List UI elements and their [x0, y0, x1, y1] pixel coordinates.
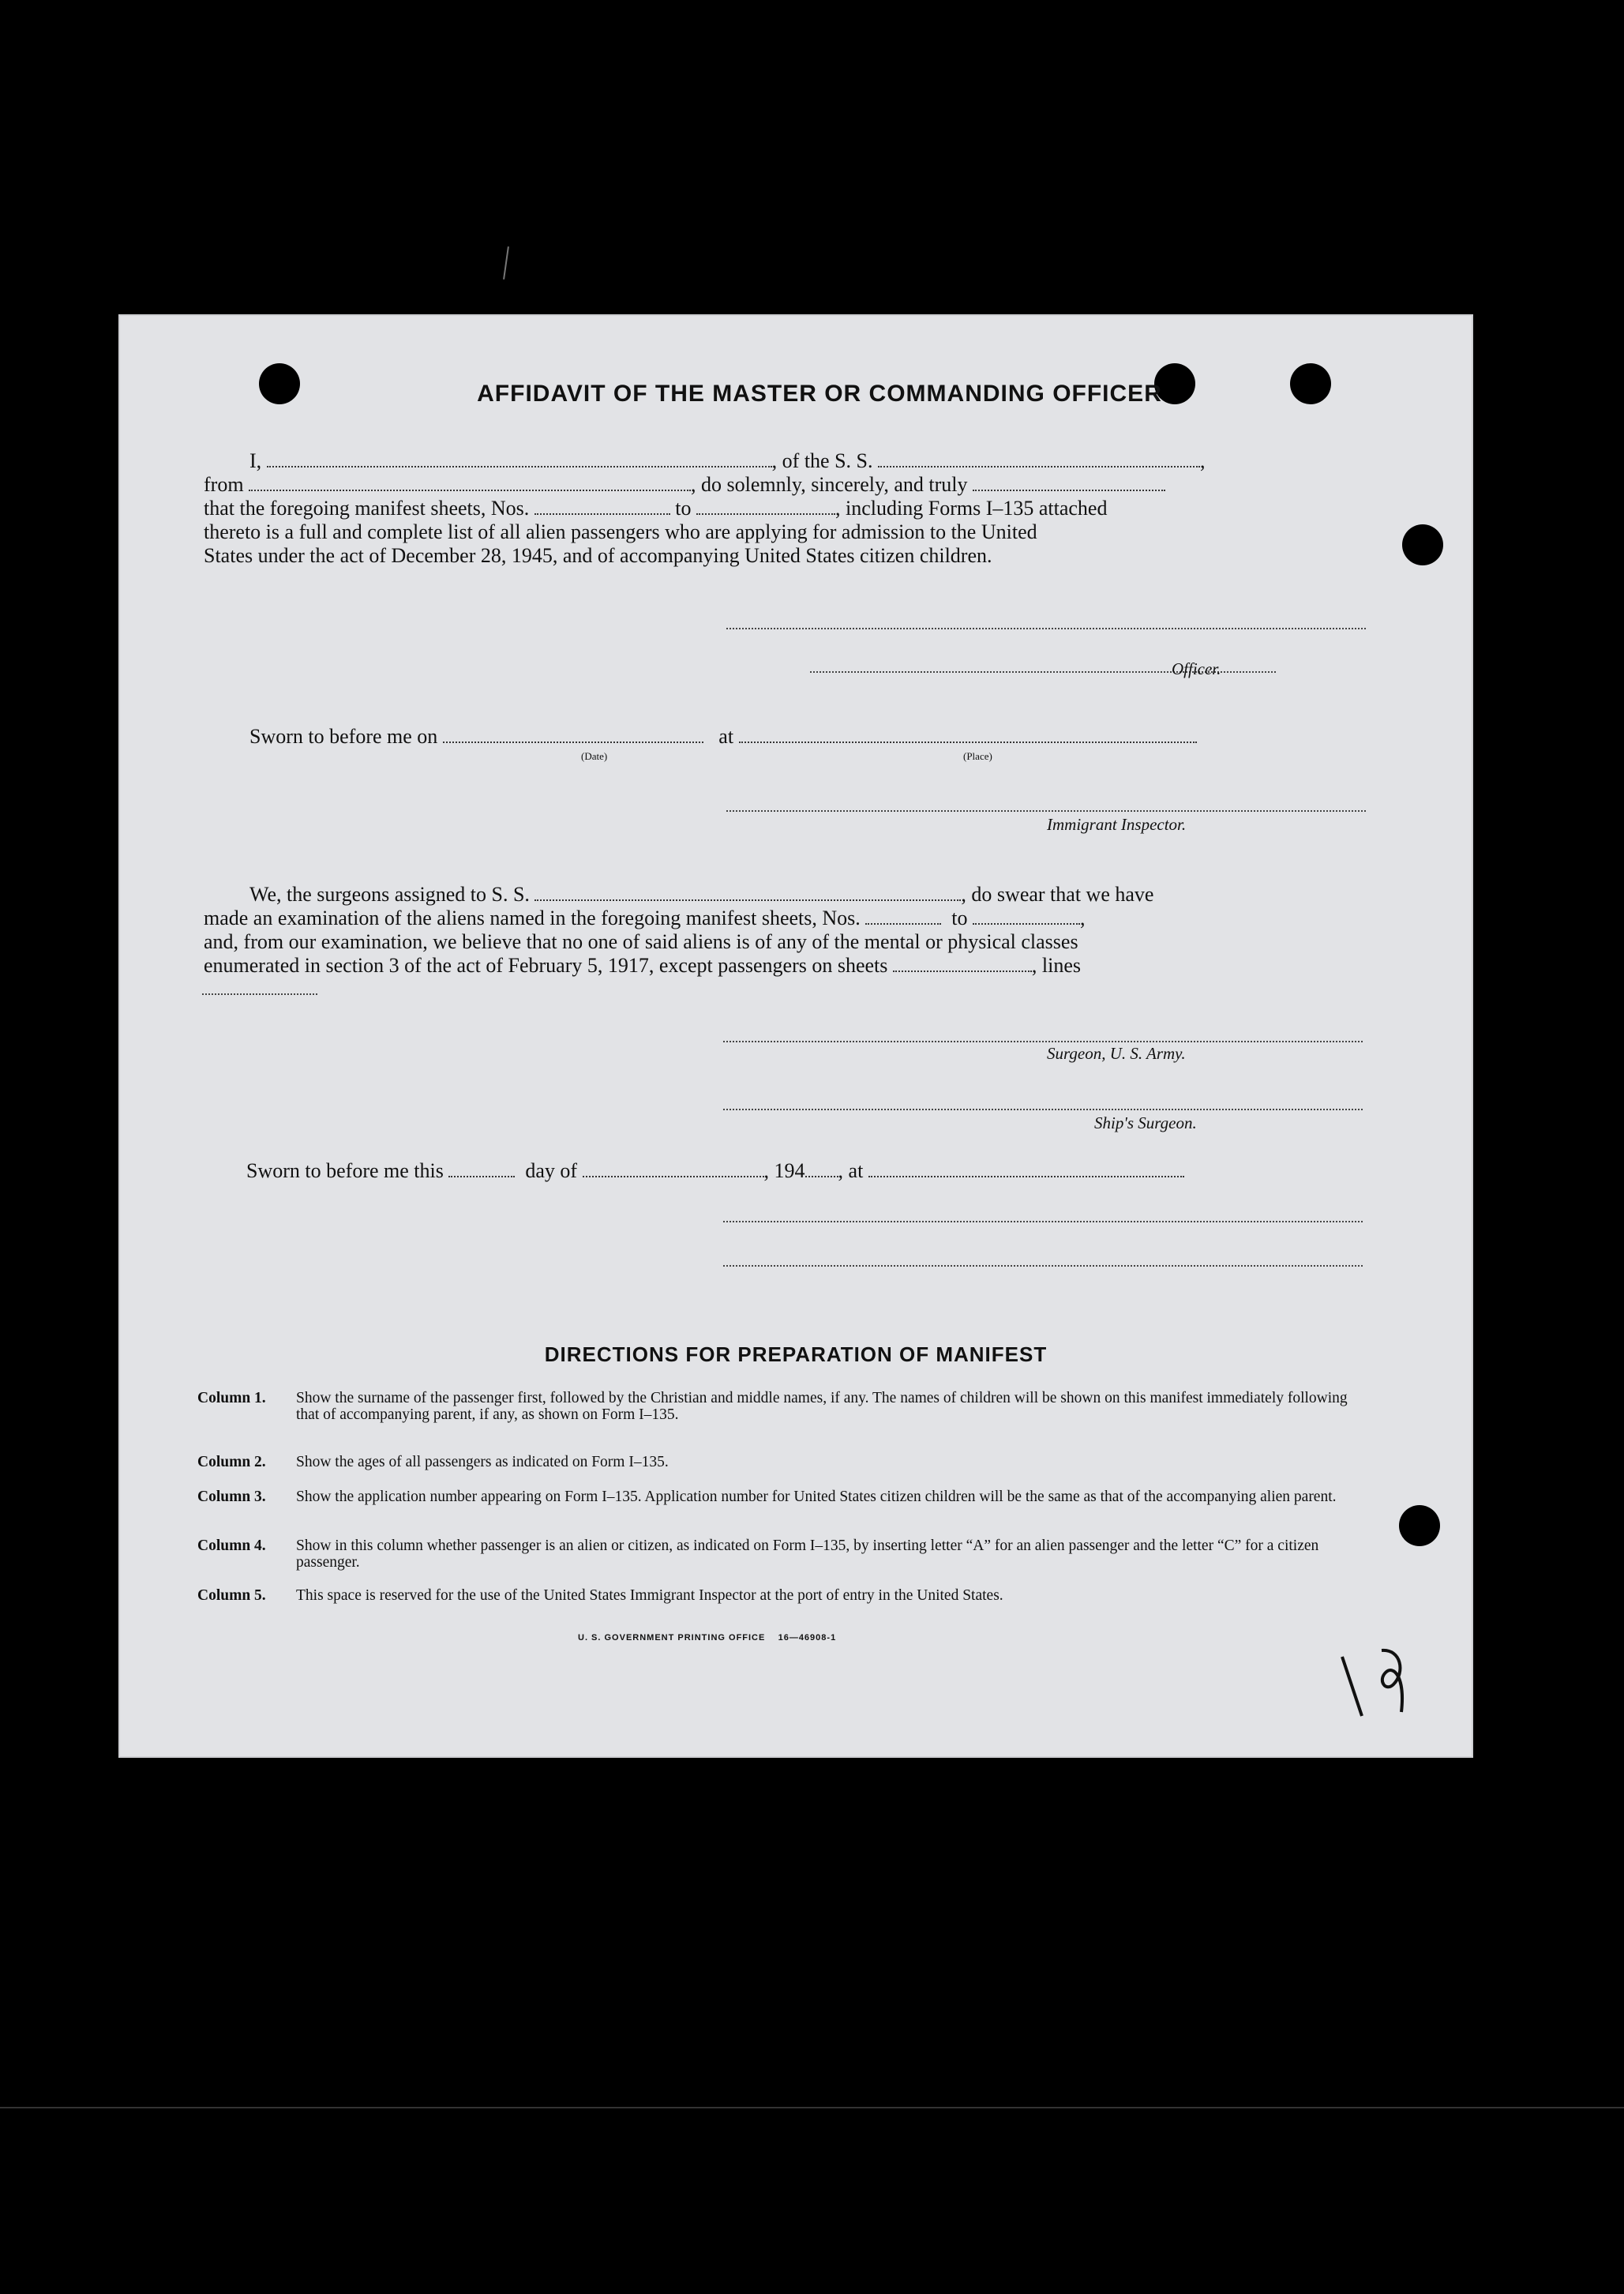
- sworn-place-blank[interactable]: [739, 726, 1197, 743]
- sworn2-signature-line-2[interactable]: [723, 1265, 1363, 1267]
- printer-imprint: U. S. GOVERNMENT PRINTING OFFICE 16—46908-1: [578, 1633, 837, 1643]
- sworn2-signature-line-1[interactable]: [723, 1221, 1363, 1222]
- sworn-line-1: Sworn to before me on at: [249, 725, 1197, 749]
- background-scratch: [0, 2107, 1624, 2108]
- direction-text: Show in this column whether passenger is an alien or citizen, as indicated on Form I–135, by inserting letter “A” for an alien passenger and the letter “C” for a citizen passenger.: [296, 1537, 1319, 1571]
- direction-row: [197, 1489, 1366, 1523]
- day-blank[interactable]: [448, 1160, 515, 1177]
- sheets-from-blank[interactable]: [534, 497, 670, 515]
- affidavit-line-1: I, , of the S. S. ,: [249, 449, 1206, 472]
- army-surgeon-signature-line[interactable]: [723, 1041, 1363, 1042]
- except-sheets-blank[interactable]: [893, 955, 1032, 972]
- inspector-label: Immigrant Inspector.: [1047, 815, 1187, 834]
- affidavit-line-5: States under the act of December 28, 1945, and of accompanying United States citizen children.: [204, 544, 992, 567]
- direction-text: This space is reserved for the use of the United States Immigrant Inspector at the port of entry in the United States.: [296, 1587, 1003, 1604]
- direction-column-label: Column 5.: [197, 1587, 266, 1604]
- direction-text: Show the surname of the passenger first, followed by the Christian and middle names, if any. The names of children will be shown on this manifest immediately following that of accompanying parent, if any, as shown on Form I–135.: [296, 1390, 1348, 1423]
- handwritten-mark-icon: [1326, 1641, 1421, 1728]
- direction-text: Show the ages of all passengers as indicated on Form I–135.: [296, 1454, 669, 1470]
- affidavit-line-4: thereto is a full and complete list of all alien passengers who are applying for admission to the United: [204, 520, 1037, 543]
- sworn-line-2: Sworn to before me this day of , 194 , at: [246, 1159, 1184, 1183]
- lines-blank[interactable]: [202, 993, 317, 995]
- form-sheet: [118, 314, 1473, 1758]
- name-blank[interactable]: [267, 450, 772, 467]
- direction-column-label: Column 2.: [197, 1454, 266, 1470]
- punch-hole: [1399, 1505, 1440, 1546]
- officer-signature-line-1[interactable]: [726, 628, 1366, 629]
- surgeons-line-1: We, the surgeons assigned to S. S. , do swear that we have: [249, 883, 1154, 906]
- sheets-to-blank[interactable]: [696, 497, 835, 515]
- page-title: AFFIDAVIT OF THE MASTER OR COMMANDING OFFICER: [477, 381, 1162, 407]
- directions-title: DIRECTIONS FOR PREPARATION OF MANIFEST: [544, 1342, 1048, 1366]
- surgeons-line-2: made an examination of the aliens named in the foregoing manifest sheets, Nos. to ,: [204, 907, 1086, 929]
- oath-blank[interactable]: [973, 474, 1165, 491]
- direction-column-label: Column 4.: [197, 1537, 266, 1554]
- direction-row: [197, 1454, 1366, 1473]
- date-label: (Date): [581, 750, 608, 762]
- month-blank[interactable]: [583, 1160, 764, 1177]
- direction-row: [197, 1390, 1366, 1442]
- affidavit-line-2: from , do solemnly, sincerely, and truly: [204, 473, 1165, 497]
- place-label: (Place): [963, 750, 992, 762]
- ship-name-blank[interactable]: [878, 450, 1200, 467]
- direction-row: [197, 1587, 1366, 1622]
- sworn2-place-blank[interactable]: [868, 1160, 1184, 1177]
- background-scratch: [503, 246, 509, 280]
- direction-text: Show the application number appearing on Form I–135. Application number for United States citizen children will be the same as that of the accompanying alien parent.: [296, 1489, 1337, 1505]
- surgeons-line-4: enumerated in section 3 of the act of February 5, 1917, except passengers on sheets , lines: [204, 954, 1082, 977]
- ship-surgeon-signature-line[interactable]: [723, 1109, 1363, 1110]
- army-surgeon-label: Surgeon, U. S. Army.: [1047, 1044, 1186, 1063]
- inspector-signature-line[interactable]: [726, 810, 1366, 812]
- direction-column-label: Column 3.: [197, 1489, 266, 1505]
- officer-label: Officer.: [1172, 659, 1221, 678]
- punch-hole: [1402, 524, 1443, 565]
- ship-surgeon-label: Ship's Surgeon.: [1094, 1113, 1197, 1132]
- origin-blank[interactable]: [249, 474, 691, 491]
- direction-row: [197, 1537, 1366, 1572]
- surgeon-ship-blank[interactable]: [534, 884, 961, 901]
- surgeon-sheets-from-blank[interactable]: [865, 907, 941, 925]
- direction-column-label: Column 1.: [197, 1390, 266, 1406]
- sworn-date-blank[interactable]: [443, 726, 703, 743]
- surgeon-sheets-to-blank[interactable]: [973, 907, 1080, 925]
- affidavit-line-3: that the foregoing manifest sheets, Nos. to , including Forms I–135 attached: [204, 497, 1108, 520]
- surgeons-line-3: and, from our examination, we believe that no one of said aliens is of any of the mental or physical classes: [204, 930, 1078, 953]
- year-blank[interactable]: [805, 1160, 838, 1177]
